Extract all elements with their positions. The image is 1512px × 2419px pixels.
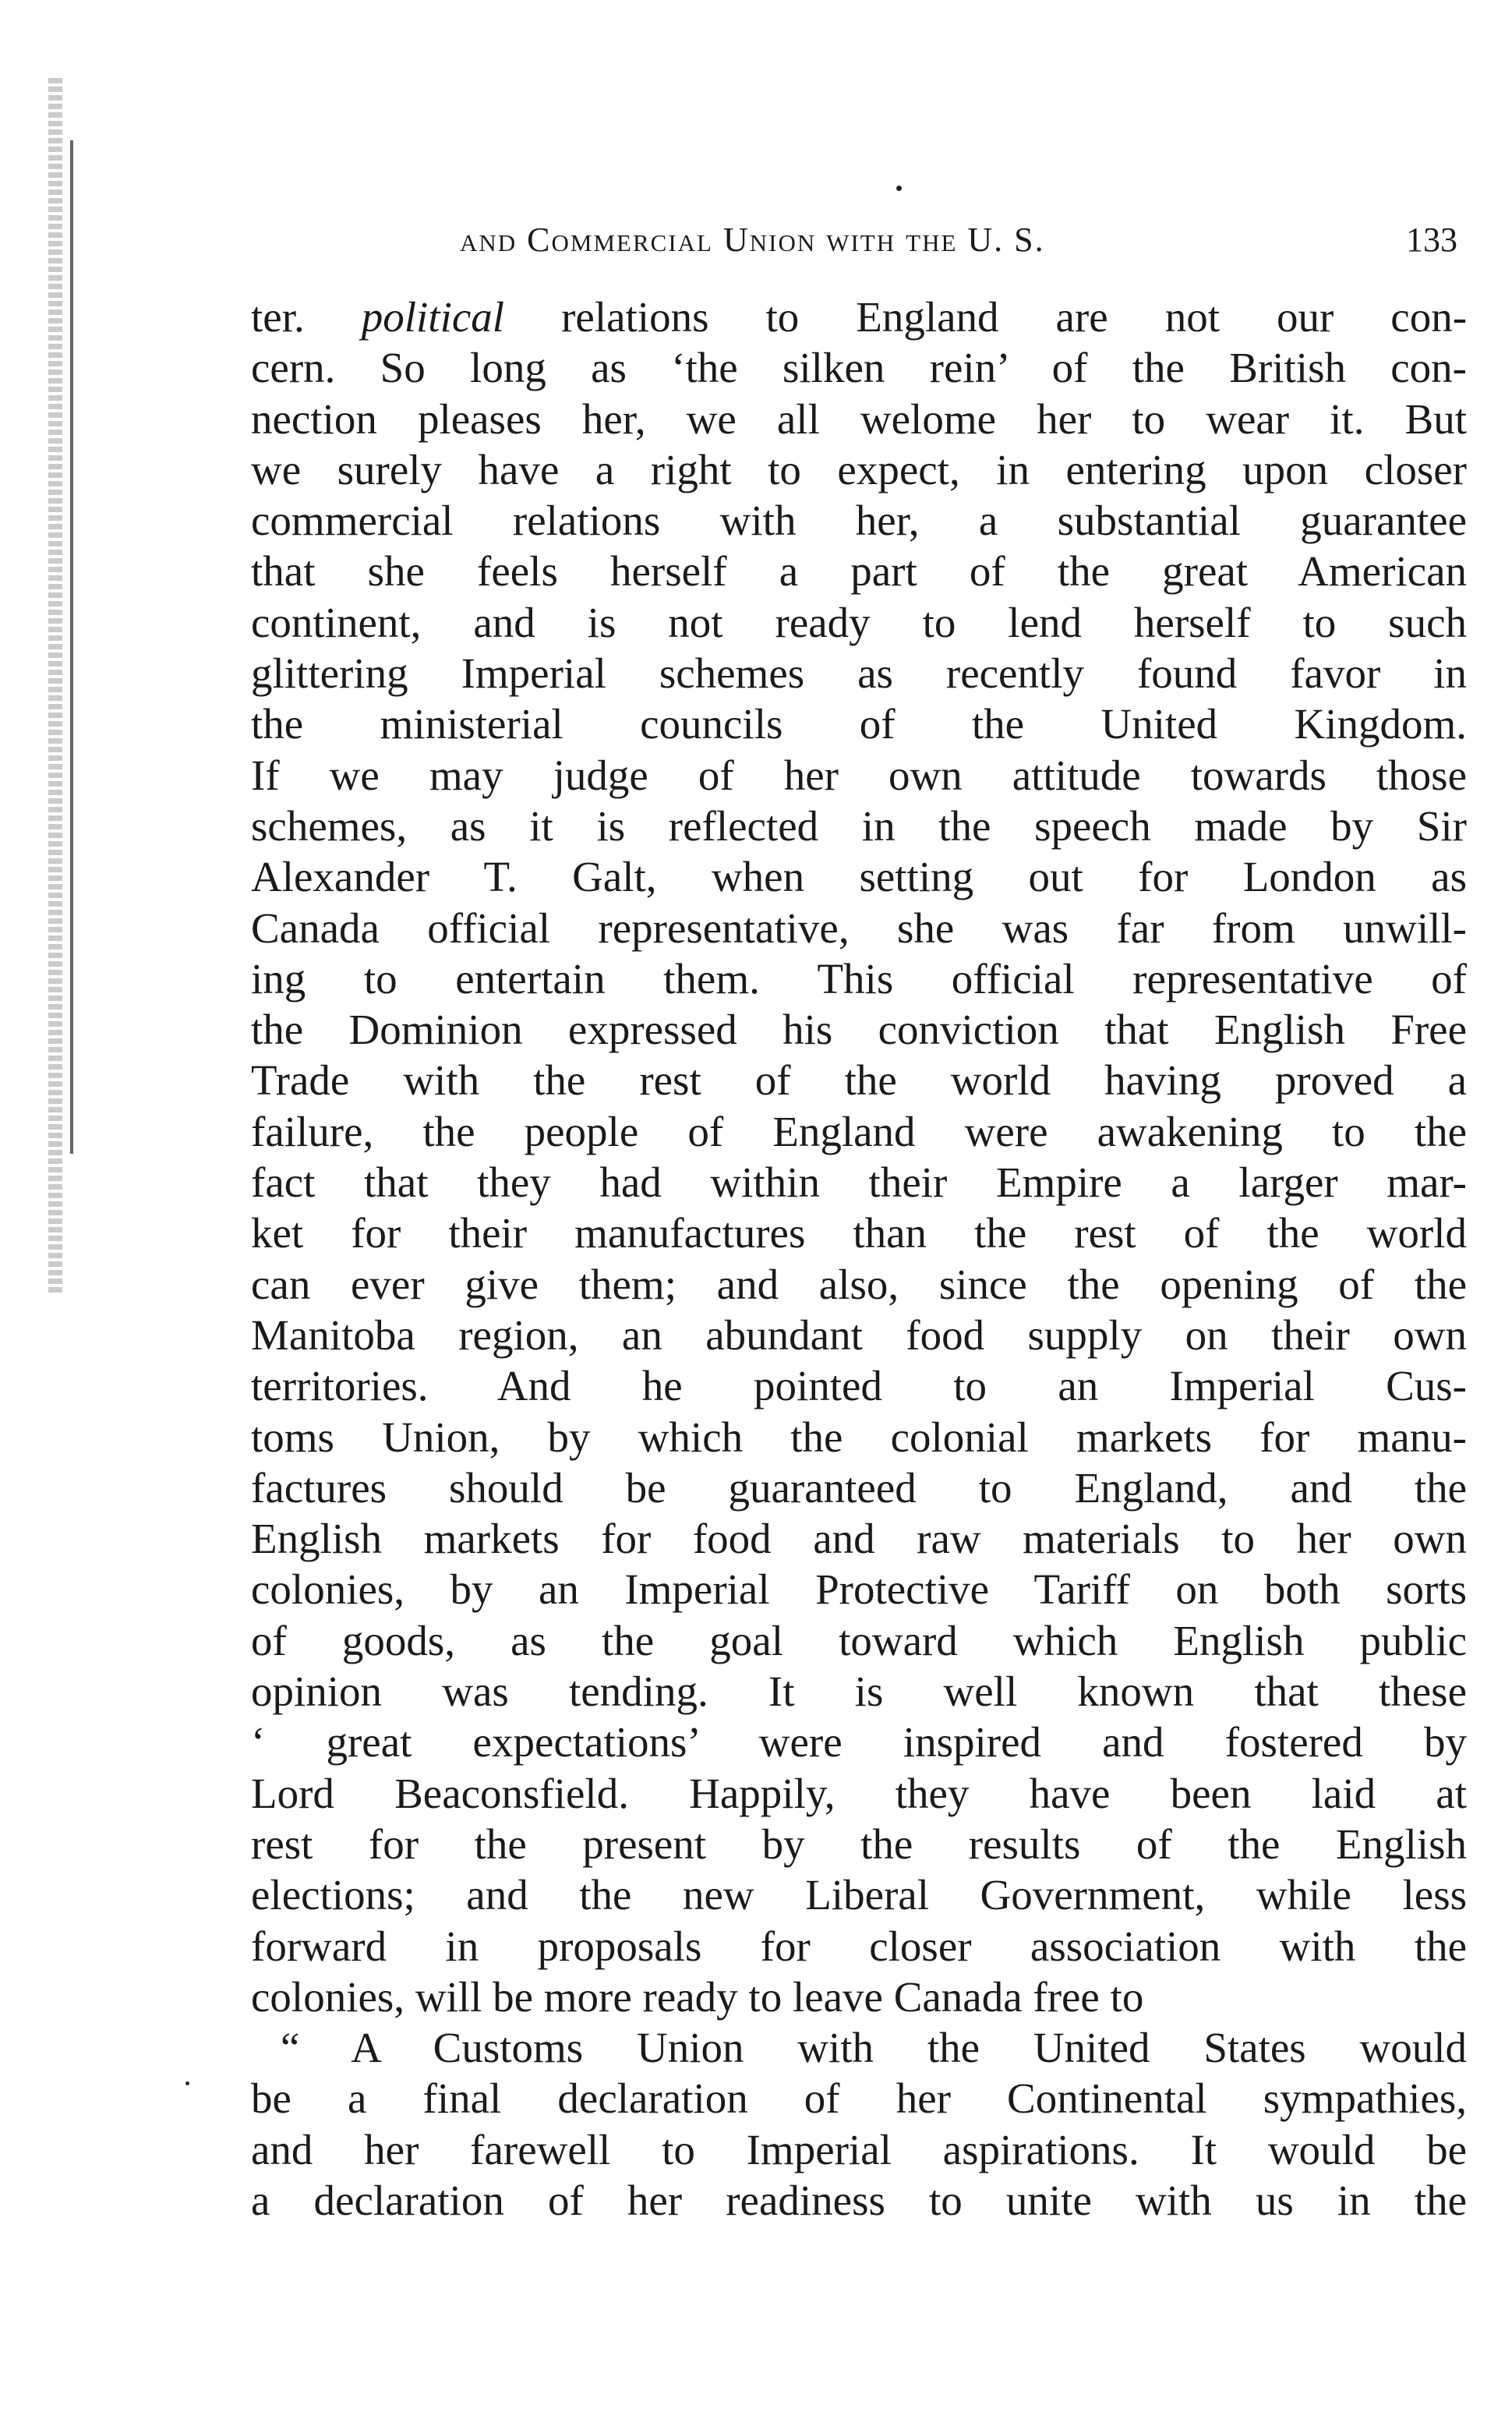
text-line: schemes, as it is reflected in the speech made by Sir: [251, 801, 1467, 850]
page-number: 133: [1406, 221, 1457, 259]
text-line: can ever give them; and also, since the opening of the: [251, 1260, 1467, 1308]
text-line: commercial relations with her, a substantial guarantee: [251, 497, 1467, 545]
text-line: Trade with the rest of the world having proved a: [251, 1056, 1467, 1105]
text-line: ing to entertain them. This official representative of: [251, 954, 1467, 1003]
text-line: the Dominion expressed his conviction that English Free: [251, 1006, 1467, 1054]
text-line: we surely have a right to expect, in entering upon closer: [251, 445, 1467, 493]
text-line: of goods, as the goal toward which English public: [251, 1616, 1467, 1664]
text-line: English markets for food and raw materials to her own: [251, 1515, 1467, 1563]
ink-speck: [896, 186, 902, 191]
running-head: and Commercial Union with the U. S.: [460, 221, 1045, 259]
text-line: glittering Imperial schemes as recently found favor in: [251, 649, 1467, 698]
text-line: nection pleases her, we all welome her to wear it. But: [251, 394, 1467, 443]
text-line: colonies, will be more ready to leave Canada free to: [251, 1972, 1144, 2021]
text-line: toms Union, by which the colonial markets for manu-: [251, 1413, 1467, 1461]
text-line: opinion was tending. It is well known that these: [251, 1667, 1467, 1716]
text-line: ‘ great expectations’ were inspired and fostered by: [251, 1718, 1467, 1767]
text-line: Alexander T. Galt, when setting out for London as: [251, 853, 1467, 901]
text-line: ket for their manufactures than the rest of the world: [251, 1209, 1467, 1257]
text-line: and her farewell to Imperial aspirations. It would be: [251, 2125, 1467, 2173]
text-line: [251, 292, 1467, 342]
text-line: Lord Beaconsfield. Happily, they have been laid at: [251, 1769, 1467, 1817]
italic-word: political: [361, 293, 505, 341]
binding-edge-line: [70, 140, 73, 1154]
ink-speck: [185, 2081, 189, 2085]
text-line: failure, the people of England were awakening to the: [251, 1107, 1467, 1155]
text-line: forward in proposals for closer association with the: [251, 1922, 1467, 1970]
binding-edge-shadow: [48, 78, 62, 1294]
text-line: be a final declaration of her Continental sympathies,: [251, 2074, 1467, 2123]
text-line: Manitoba region, an abundant food supply on their own: [251, 1310, 1467, 1359]
text-line: cern. So long as ‘the silken rein’ of the British con-: [251, 344, 1467, 392]
text-line: If we may judge of her own attitude towards those: [251, 751, 1467, 799]
text-line: “ A Customs Union with the United States would: [281, 2024, 1467, 2072]
text-line: that she feels herself a part of the great American: [251, 547, 1467, 596]
text-line: the ministerial councils of the United Kingdom.: [251, 700, 1467, 748]
text-line: elections; and the new Liberal Government, while less: [251, 1871, 1467, 1919]
body-text: [251, 292, 1467, 2226]
page-header: [460, 220, 1457, 267]
text-line: rest for the present by the results of the English: [251, 1820, 1467, 1868]
text-line: colonies, by an Imperial Protective Tariff on both sorts: [251, 1565, 1467, 1614]
text-line: territories. And he pointed to an Imperial Cus-: [251, 1362, 1467, 1410]
text-line: Canada official representative, she was far from unwill-: [251, 904, 1467, 952]
text-run: relations to England are not our con-: [561, 293, 1467, 341]
text-line: fact that they had within their Empire a larger mar-: [251, 1158, 1467, 1207]
text-run: ter.: [251, 293, 305, 341]
text-line: factures should be guaranteed to England, and the: [251, 1463, 1467, 1512]
text-line: a declaration of her readiness to unite with us in the: [251, 2176, 1467, 2224]
text-line: continent, and is not ready to lend herself to such: [251, 598, 1467, 646]
